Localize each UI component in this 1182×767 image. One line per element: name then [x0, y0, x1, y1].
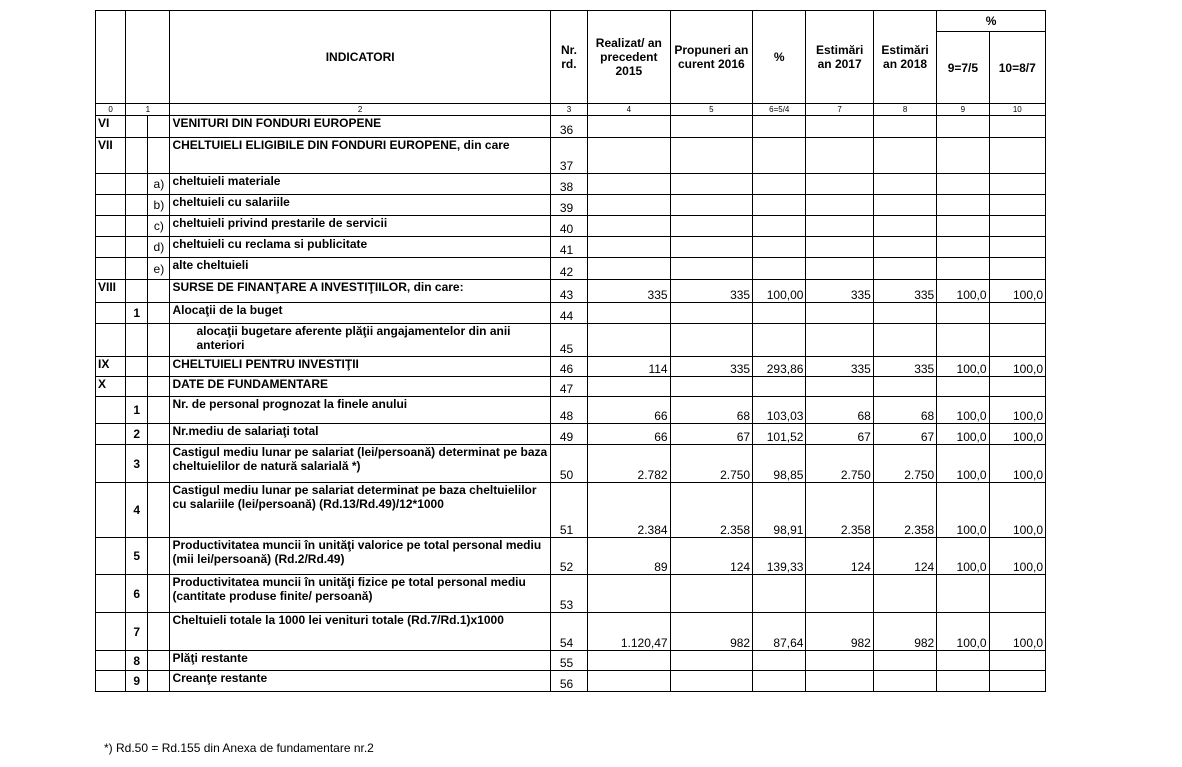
cell-v7 — [806, 377, 873, 397]
cell-v7: 68 — [806, 397, 873, 424]
row-label: cheltuieli cu reclama si publicitate — [170, 237, 550, 258]
column-index: 10 — [989, 104, 1045, 116]
row-label: Plăţi restante — [170, 651, 550, 671]
row-label: VENITURI DIN FONDURI EUROPENE — [170, 116, 550, 138]
cell-v5 — [670, 195, 753, 216]
cell-v8 — [873, 324, 936, 357]
cell-v6: 139,33 — [753, 538, 806, 575]
table-row — [96, 377, 1046, 397]
row-sub-letter: b) — [148, 195, 170, 216]
row-nr: 43 — [550, 280, 587, 303]
cell-v9 — [937, 324, 989, 357]
cell-v4 — [588, 575, 671, 613]
cell-v7 — [806, 651, 873, 671]
cell-v10 — [989, 138, 1045, 174]
row-nr: 46 — [550, 357, 587, 377]
cell-v10: 100,0 — [989, 280, 1045, 303]
row-number: 8 — [126, 651, 148, 671]
header-nr-rd: Nr. rd. — [550, 11, 587, 104]
row-nr: 50 — [550, 445, 587, 483]
table-row — [96, 258, 1046, 280]
cell-v4: 335 — [588, 280, 671, 303]
cell-v9 — [937, 377, 989, 397]
cell-v7 — [806, 671, 873, 692]
cell-v9 — [937, 575, 989, 613]
row-sub-letter — [148, 445, 170, 483]
indicators-table — [95, 10, 1046, 692]
cell-v7 — [806, 258, 873, 280]
cell-v7: 67 — [806, 424, 873, 445]
row-nr: 52 — [550, 538, 587, 575]
header-estimari-2017: Estimări an 2017 — [806, 11, 873, 104]
cell-v5 — [670, 237, 753, 258]
cell-v7: 2.358 — [806, 483, 873, 538]
row-label: Cheltuieli totale la 1000 lei venituri totale (Rd.7/Rd.1)x1000 — [170, 613, 550, 651]
row-number: 4 — [126, 483, 148, 538]
row-sub-letter — [148, 280, 170, 303]
cell-v6 — [753, 216, 806, 237]
cell-v5: 67 — [670, 424, 753, 445]
cell-v9 — [937, 216, 989, 237]
row-nr: 42 — [550, 258, 587, 280]
cell-v6 — [753, 237, 806, 258]
row-label: cheltuieli cu salariile — [170, 195, 550, 216]
row-number — [126, 116, 148, 138]
row-number — [126, 324, 148, 357]
cell-v4 — [588, 671, 671, 692]
cell-v10: 100,0 — [989, 445, 1045, 483]
row-nr: 54 — [550, 613, 587, 651]
cell-v10 — [989, 303, 1045, 324]
row-label: DATE DE FUNDAMENTARE — [170, 377, 550, 397]
cell-v10: 100,0 — [989, 397, 1045, 424]
row-nr: 53 — [550, 575, 587, 613]
table-row — [96, 538, 1046, 575]
row-nr: 41 — [550, 237, 587, 258]
cell-v10 — [989, 377, 1045, 397]
cell-v10 — [989, 116, 1045, 138]
cell-v6: 100,00 — [753, 280, 806, 303]
row-section — [96, 324, 126, 357]
row-section — [96, 575, 126, 613]
header-col1 — [126, 11, 170, 104]
cell-v6: 101,52 — [753, 424, 806, 445]
cell-v8: 2.750 — [873, 445, 936, 483]
row-number: 7 — [126, 613, 148, 651]
row-number: 1 — [126, 397, 148, 424]
row-number — [126, 216, 148, 237]
cell-v7 — [806, 303, 873, 324]
row-number: 9 — [126, 671, 148, 692]
cell-v5 — [670, 651, 753, 671]
row-section — [96, 538, 126, 575]
cell-v6 — [753, 303, 806, 324]
row-sub-letter — [148, 138, 170, 174]
cell-v9 — [937, 303, 989, 324]
cell-v10: 100,0 — [989, 538, 1045, 575]
row-label: Productivitatea muncii în unităţi fizice pe total personal mediu (cantitate produse finite/ persoană) — [170, 575, 550, 613]
row-section — [96, 445, 126, 483]
row-section: X — [96, 377, 126, 397]
row-section — [96, 613, 126, 651]
row-label: Nr. de personal prognozat la finele anului — [170, 397, 550, 424]
row-sub-letter: c) — [148, 216, 170, 237]
cell-v10 — [989, 575, 1045, 613]
cell-v5 — [670, 116, 753, 138]
cell-v5 — [670, 575, 753, 613]
column-index-row — [96, 104, 1046, 116]
cell-v5 — [670, 324, 753, 357]
row-number: 6 — [126, 575, 148, 613]
column-index: 7 — [806, 104, 873, 116]
cell-v8 — [873, 671, 936, 692]
header-indicatori: INDICATORI — [170, 11, 550, 104]
row-section — [96, 671, 126, 692]
cell-v4: 2.384 — [588, 483, 671, 538]
row-number: 3 — [126, 445, 148, 483]
cell-v6: 293,86 — [753, 357, 806, 377]
cell-v9 — [937, 671, 989, 692]
cell-v10 — [989, 324, 1045, 357]
table-row — [96, 303, 1046, 324]
column-index: 0 — [96, 104, 126, 116]
cell-v6 — [753, 138, 806, 174]
table-row — [96, 280, 1046, 303]
cell-v6 — [753, 575, 806, 613]
row-sub-letter — [148, 324, 170, 357]
cell-v6 — [753, 258, 806, 280]
cell-v8: 2.358 — [873, 483, 936, 538]
header-estimari-2018: Estimări an 2018 — [873, 11, 936, 104]
table-row — [96, 613, 1046, 651]
footnote: *) Rd.50 = Rd.155 din Anexa de fundamentare nr.2 — [104, 741, 374, 755]
table-row — [96, 575, 1046, 613]
table-row — [96, 671, 1046, 692]
row-sub-letter — [148, 303, 170, 324]
row-number: 2 — [126, 424, 148, 445]
cell-v9: 100,0 — [937, 483, 989, 538]
cell-v4 — [588, 324, 671, 357]
cell-v8 — [873, 303, 936, 324]
cell-v5 — [670, 377, 753, 397]
cell-v7: 124 — [806, 538, 873, 575]
cell-v4 — [588, 195, 671, 216]
cell-v7: 2.750 — [806, 445, 873, 483]
cell-v4: 114 — [588, 357, 671, 377]
cell-v5 — [670, 671, 753, 692]
row-sub-letter — [148, 483, 170, 538]
cell-v6 — [753, 324, 806, 357]
column-index: 6=5/4 — [753, 104, 806, 116]
cell-v9: 100,0 — [937, 397, 989, 424]
cell-v8 — [873, 138, 936, 174]
row-sub-letter: e) — [148, 258, 170, 280]
cell-v10 — [989, 174, 1045, 195]
row-label: Productivitatea muncii în unităţi valorice pe total personal mediu (mii lei/persoană) (Rd.2/Rd.49) — [170, 538, 550, 575]
cell-v9 — [937, 195, 989, 216]
cell-v6: 98,85 — [753, 445, 806, 483]
column-index: 2 — [170, 104, 550, 116]
cell-v5: 68 — [670, 397, 753, 424]
row-nr: 55 — [550, 651, 587, 671]
cell-v10 — [989, 651, 1045, 671]
header-percent: % — [753, 11, 806, 104]
cell-v6 — [753, 116, 806, 138]
cell-v7 — [806, 116, 873, 138]
cell-v5 — [670, 174, 753, 195]
table-row — [96, 237, 1046, 258]
row-label: Alocaţii de la buget — [170, 303, 550, 324]
row-number: 1 — [126, 303, 148, 324]
cell-v10: 100,0 — [989, 357, 1045, 377]
cell-v5: 335 — [670, 280, 753, 303]
cell-v8 — [873, 377, 936, 397]
row-label: Castigul mediu lunar pe salariat determinat pe baza cheltuielilor cu salariile (lei/persoană) (Rd.13/Rd.49)/12*1000 — [170, 483, 550, 538]
row-number — [126, 174, 148, 195]
header-propuneri: Propuneri an curent 2016 — [670, 11, 753, 104]
cell-v8 — [873, 195, 936, 216]
row-sub-letter — [148, 671, 170, 692]
cell-v5 — [670, 138, 753, 174]
row-sub-letter: a) — [148, 174, 170, 195]
cell-v4 — [588, 377, 671, 397]
cell-v8 — [873, 216, 936, 237]
table-row — [96, 116, 1046, 138]
row-label: cheltuieli privind prestarile de servicii — [170, 216, 550, 237]
table-row — [96, 138, 1046, 174]
row-number: 5 — [126, 538, 148, 575]
row-nr: 49 — [550, 424, 587, 445]
cell-v6: 98,91 — [753, 483, 806, 538]
header-col10: 10=8/7 — [989, 32, 1045, 104]
cell-v9: 100,0 — [937, 280, 989, 303]
row-nr: 56 — [550, 671, 587, 692]
cell-v4 — [588, 216, 671, 237]
cell-v7 — [806, 324, 873, 357]
row-section: IX — [96, 357, 126, 377]
row-section — [96, 397, 126, 424]
cell-v8 — [873, 116, 936, 138]
row-number — [126, 258, 148, 280]
row-label: alocaţii bugetare aferente plăţii angajamentelor din anii anteriori — [170, 324, 550, 357]
row-label: CHELTUIELI PENTRU INVESTIŢII — [170, 357, 550, 377]
row-section — [96, 651, 126, 671]
row-nr: 37 — [550, 138, 587, 174]
cell-v4: 66 — [588, 424, 671, 445]
row-number — [126, 280, 148, 303]
cell-v9: 100,0 — [937, 538, 989, 575]
cell-v10: 100,0 — [989, 424, 1045, 445]
cell-v9: 100,0 — [937, 445, 989, 483]
row-section — [96, 303, 126, 324]
cell-v7: 982 — [806, 613, 873, 651]
table-row — [96, 357, 1046, 377]
cell-v10: 100,0 — [989, 613, 1045, 651]
row-label: SURSE DE FINANŢARE A INVESTIŢIILOR, din care: — [170, 280, 550, 303]
row-number — [126, 377, 148, 397]
cell-v7 — [806, 575, 873, 613]
cell-v8: 67 — [873, 424, 936, 445]
row-section: VII — [96, 138, 126, 174]
cell-v10 — [989, 195, 1045, 216]
cell-v8 — [873, 651, 936, 671]
table-row — [96, 651, 1046, 671]
cell-v8: 982 — [873, 613, 936, 651]
cell-v10 — [989, 216, 1045, 237]
table-row — [96, 445, 1046, 483]
cell-v5 — [670, 216, 753, 237]
row-section — [96, 195, 126, 216]
row-section: VI — [96, 116, 126, 138]
cell-v8: 68 — [873, 397, 936, 424]
cell-v4 — [588, 258, 671, 280]
cell-v5: 124 — [670, 538, 753, 575]
cell-v8: 335 — [873, 357, 936, 377]
cell-v5 — [670, 303, 753, 324]
row-number — [126, 237, 148, 258]
column-index: 9 — [937, 104, 989, 116]
row-label: Nr.mediu de salariaţi total — [170, 424, 550, 445]
row-nr: 51 — [550, 483, 587, 538]
cell-v8 — [873, 174, 936, 195]
column-index: 4 — [588, 104, 671, 116]
row-section — [96, 237, 126, 258]
table-row — [96, 324, 1046, 357]
row-section: VIII — [96, 280, 126, 303]
cell-v9 — [937, 174, 989, 195]
cell-v7 — [806, 195, 873, 216]
cell-v4: 66 — [588, 397, 671, 424]
row-sub-letter — [148, 575, 170, 613]
header-realizat: Realizat/ an precedent 2015 — [588, 11, 671, 104]
cell-v6 — [753, 651, 806, 671]
cell-v8 — [873, 575, 936, 613]
column-index: 3 — [550, 104, 587, 116]
row-sub-letter — [148, 651, 170, 671]
column-index: 1 — [126, 104, 170, 116]
row-label: alte cheltuieli — [170, 258, 550, 280]
row-sub-letter — [148, 538, 170, 575]
row-label: Creanţe restante — [170, 671, 550, 692]
cell-v9 — [937, 651, 989, 671]
cell-v10 — [989, 671, 1045, 692]
row-label: Castigul mediu lunar pe salariat (lei/persoană) determinat pe baza cheltuielilor de natură salarială *) — [170, 445, 550, 483]
table-row — [96, 483, 1046, 538]
cell-v8: 124 — [873, 538, 936, 575]
column-index: 8 — [873, 104, 936, 116]
header-col0 — [96, 11, 126, 104]
cell-v5: 2.358 — [670, 483, 753, 538]
row-sub-letter: d) — [148, 237, 170, 258]
column-index: 5 — [670, 104, 753, 116]
cell-v9: 100,0 — [937, 613, 989, 651]
row-section — [96, 483, 126, 538]
cell-v7: 335 — [806, 357, 873, 377]
table-row — [96, 195, 1046, 216]
row-sub-letter — [148, 424, 170, 445]
cell-v9 — [937, 138, 989, 174]
table-row — [96, 174, 1046, 195]
cell-v6 — [753, 377, 806, 397]
table-row — [96, 397, 1046, 424]
table-row — [96, 424, 1046, 445]
cell-v10 — [989, 258, 1045, 280]
row-number — [126, 138, 148, 174]
cell-v8: 335 — [873, 280, 936, 303]
row-nr: 39 — [550, 195, 587, 216]
cell-v7 — [806, 138, 873, 174]
cell-v8 — [873, 258, 936, 280]
row-sub-letter — [148, 357, 170, 377]
cell-v5: 982 — [670, 613, 753, 651]
cell-v6: 87,64 — [753, 613, 806, 651]
cell-v7: 335 — [806, 280, 873, 303]
row-nr: 36 — [550, 116, 587, 138]
cell-v10: 100,0 — [989, 483, 1045, 538]
row-section — [96, 174, 126, 195]
cell-v9 — [937, 258, 989, 280]
cell-v4 — [588, 138, 671, 174]
cell-v10 — [989, 237, 1045, 258]
cell-v4: 1.120,47 — [588, 613, 671, 651]
row-section — [96, 258, 126, 280]
header-percent-group: % — [937, 11, 1046, 32]
cell-v6 — [753, 174, 806, 195]
row-nr: 44 — [550, 303, 587, 324]
table-row — [96, 216, 1046, 237]
row-sub-letter — [148, 613, 170, 651]
row-nr: 40 — [550, 216, 587, 237]
row-nr: 45 — [550, 324, 587, 357]
cell-v6 — [753, 195, 806, 216]
cell-v4: 89 — [588, 538, 671, 575]
row-section — [96, 216, 126, 237]
cell-v9: 100,0 — [937, 357, 989, 377]
row-sub-letter — [148, 116, 170, 138]
row-label: cheltuieli materiale — [170, 174, 550, 195]
cell-v4: 2.782 — [588, 445, 671, 483]
row-number — [126, 357, 148, 377]
row-nr: 47 — [550, 377, 587, 397]
cell-v4 — [588, 174, 671, 195]
row-label: CHELTUIELI ELIGIBILE DIN FONDURI EUROPENE, din care — [170, 138, 550, 174]
cell-v4 — [588, 237, 671, 258]
cell-v5: 2.750 — [670, 445, 753, 483]
cell-v5: 335 — [670, 357, 753, 377]
cell-v9 — [937, 116, 989, 138]
cell-v8 — [873, 237, 936, 258]
cell-v5 — [670, 258, 753, 280]
cell-v4 — [588, 303, 671, 324]
row-nr: 38 — [550, 174, 587, 195]
cell-v9: 100,0 — [937, 424, 989, 445]
cell-v7 — [806, 174, 873, 195]
row-section — [96, 424, 126, 445]
header-col9: 9=7/5 — [937, 32, 989, 104]
cell-v6: 103,03 — [753, 397, 806, 424]
row-sub-letter — [148, 397, 170, 424]
cell-v7 — [806, 237, 873, 258]
cell-v4 — [588, 116, 671, 138]
row-sub-letter — [148, 377, 170, 397]
row-nr: 48 — [550, 397, 587, 424]
cell-v4 — [588, 651, 671, 671]
cell-v7 — [806, 216, 873, 237]
row-number — [126, 195, 148, 216]
cell-v9 — [937, 237, 989, 258]
cell-v6 — [753, 671, 806, 692]
